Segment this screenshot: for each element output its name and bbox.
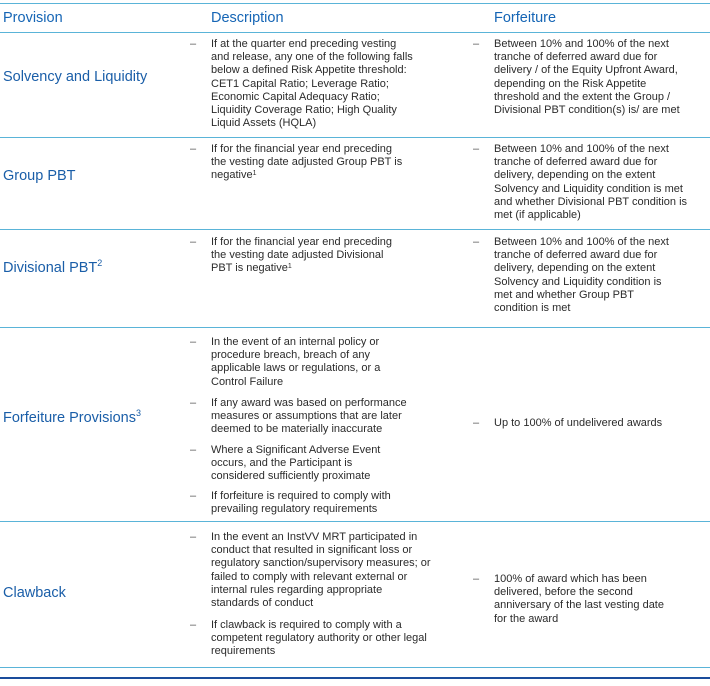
bullet-dash: – (190, 397, 197, 409)
header-forfeiture: Forfeiture (494, 10, 557, 26)
bullet-dash: – (473, 417, 480, 429)
bullet-dash: – (190, 236, 197, 248)
description-item: If clawback is required to comply with a competent regulatory authority or other legal requirements (211, 619, 427, 658)
bullet-dash: – (190, 38, 197, 50)
bullet-dash: – (190, 490, 197, 502)
bullet-dash: – (473, 236, 480, 248)
header-description: Description (211, 10, 284, 26)
bullet-dash: – (190, 143, 197, 155)
description-item: In the event of an internal policy or procedure breach, breach of any applicable laws or regulations, or a Control Failure (211, 336, 381, 388)
table-header (0, 4, 710, 33)
forfeiture-text: 100% of award which has been delivered, before the second anniversary of the last vesting date for the award (494, 573, 664, 625)
forfeiture-text: Up to 100% of undelivered awards (494, 417, 663, 429)
header-rule (0, 32, 710, 33)
provision-label: Clawback (3, 585, 66, 601)
row-rule (0, 137, 710, 138)
forfeiture-text: Between 10% and 100% of the next tranche of deferred award due for delivery, depending on the extent Solvency and Liquidity condition is met and whether Group PBT condition is met (494, 236, 669, 315)
row-rule (0, 521, 710, 522)
description-item: In the event an InstVV MRT participated in conduct that resulted in significant loss or regulatory sanction/supervisory measures; or failed to comply with relevant external or internal rules regarding appropriate standards of conduct (211, 531, 431, 610)
bottom-rule (0, 667, 710, 668)
provision-label: Forfeiture Provisions$^3$ (3, 408, 141, 426)
forfeiture-text: Between 10% and 100% of the next tranche of deferred award due for delivery / of the Equity Upfront Award, depending on the Risk Appetite threshold and the extent the Group / Divisional PBT condition(s) is/ are met (494, 38, 680, 117)
provision-label: Divisional PBT$^2$ (3, 258, 103, 276)
bottom-rule-thick (0, 677, 710, 679)
bullet-dash: – (190, 619, 197, 631)
provision-label: Group PBT (3, 168, 76, 184)
row-rule (0, 229, 710, 230)
bullet-dash: – (190, 531, 197, 543)
bullet-dash: – (190, 336, 197, 348)
forfeiture-text: Between 10% and 100% of the next tranche of deferred award due for delivery, depending on the extent Solvency and Liquidity condition is met and whether Divisional PBT condition is met (if applicable) (494, 143, 688, 222)
bullet-dash: – (473, 573, 480, 585)
row-rule (0, 327, 710, 328)
provision-label: Solvency and Liquidity (3, 69, 148, 85)
description-item: If forfeiture is required to comply with prevailing regulatory requirements (211, 490, 391, 516)
description-item: If for the financial year end preceding the vesting date adjusted Divisional PBT is negative$^1$ (211, 236, 393, 275)
bullet-dash: – (190, 444, 197, 456)
bullet-dash: – (473, 143, 480, 155)
description-item: If any award was based on performance measures or assumptions that are later deemed to be materially inaccurate (211, 397, 407, 436)
header-provision: Provision (3, 10, 63, 26)
bullet-dash: – (473, 38, 480, 50)
description-item: Where a Significant Adverse Event occurs, and the Participant is considered sufficiently proximate (211, 444, 381, 483)
description-item: If at the quarter end preceding vesting and release, any one of the following falls below a defined Risk Appetite threshold: CET1 Capital Ratio; Leverage Ratio; Economic Capital Adequacy Ratio; Liquidity Coverage Ratio; High Quality Liquid Assets (HQLA) (211, 38, 413, 130)
description-item: If for the financial year end preceding the vesting date adjusted Group PBT is negative$^1$ (211, 143, 403, 182)
